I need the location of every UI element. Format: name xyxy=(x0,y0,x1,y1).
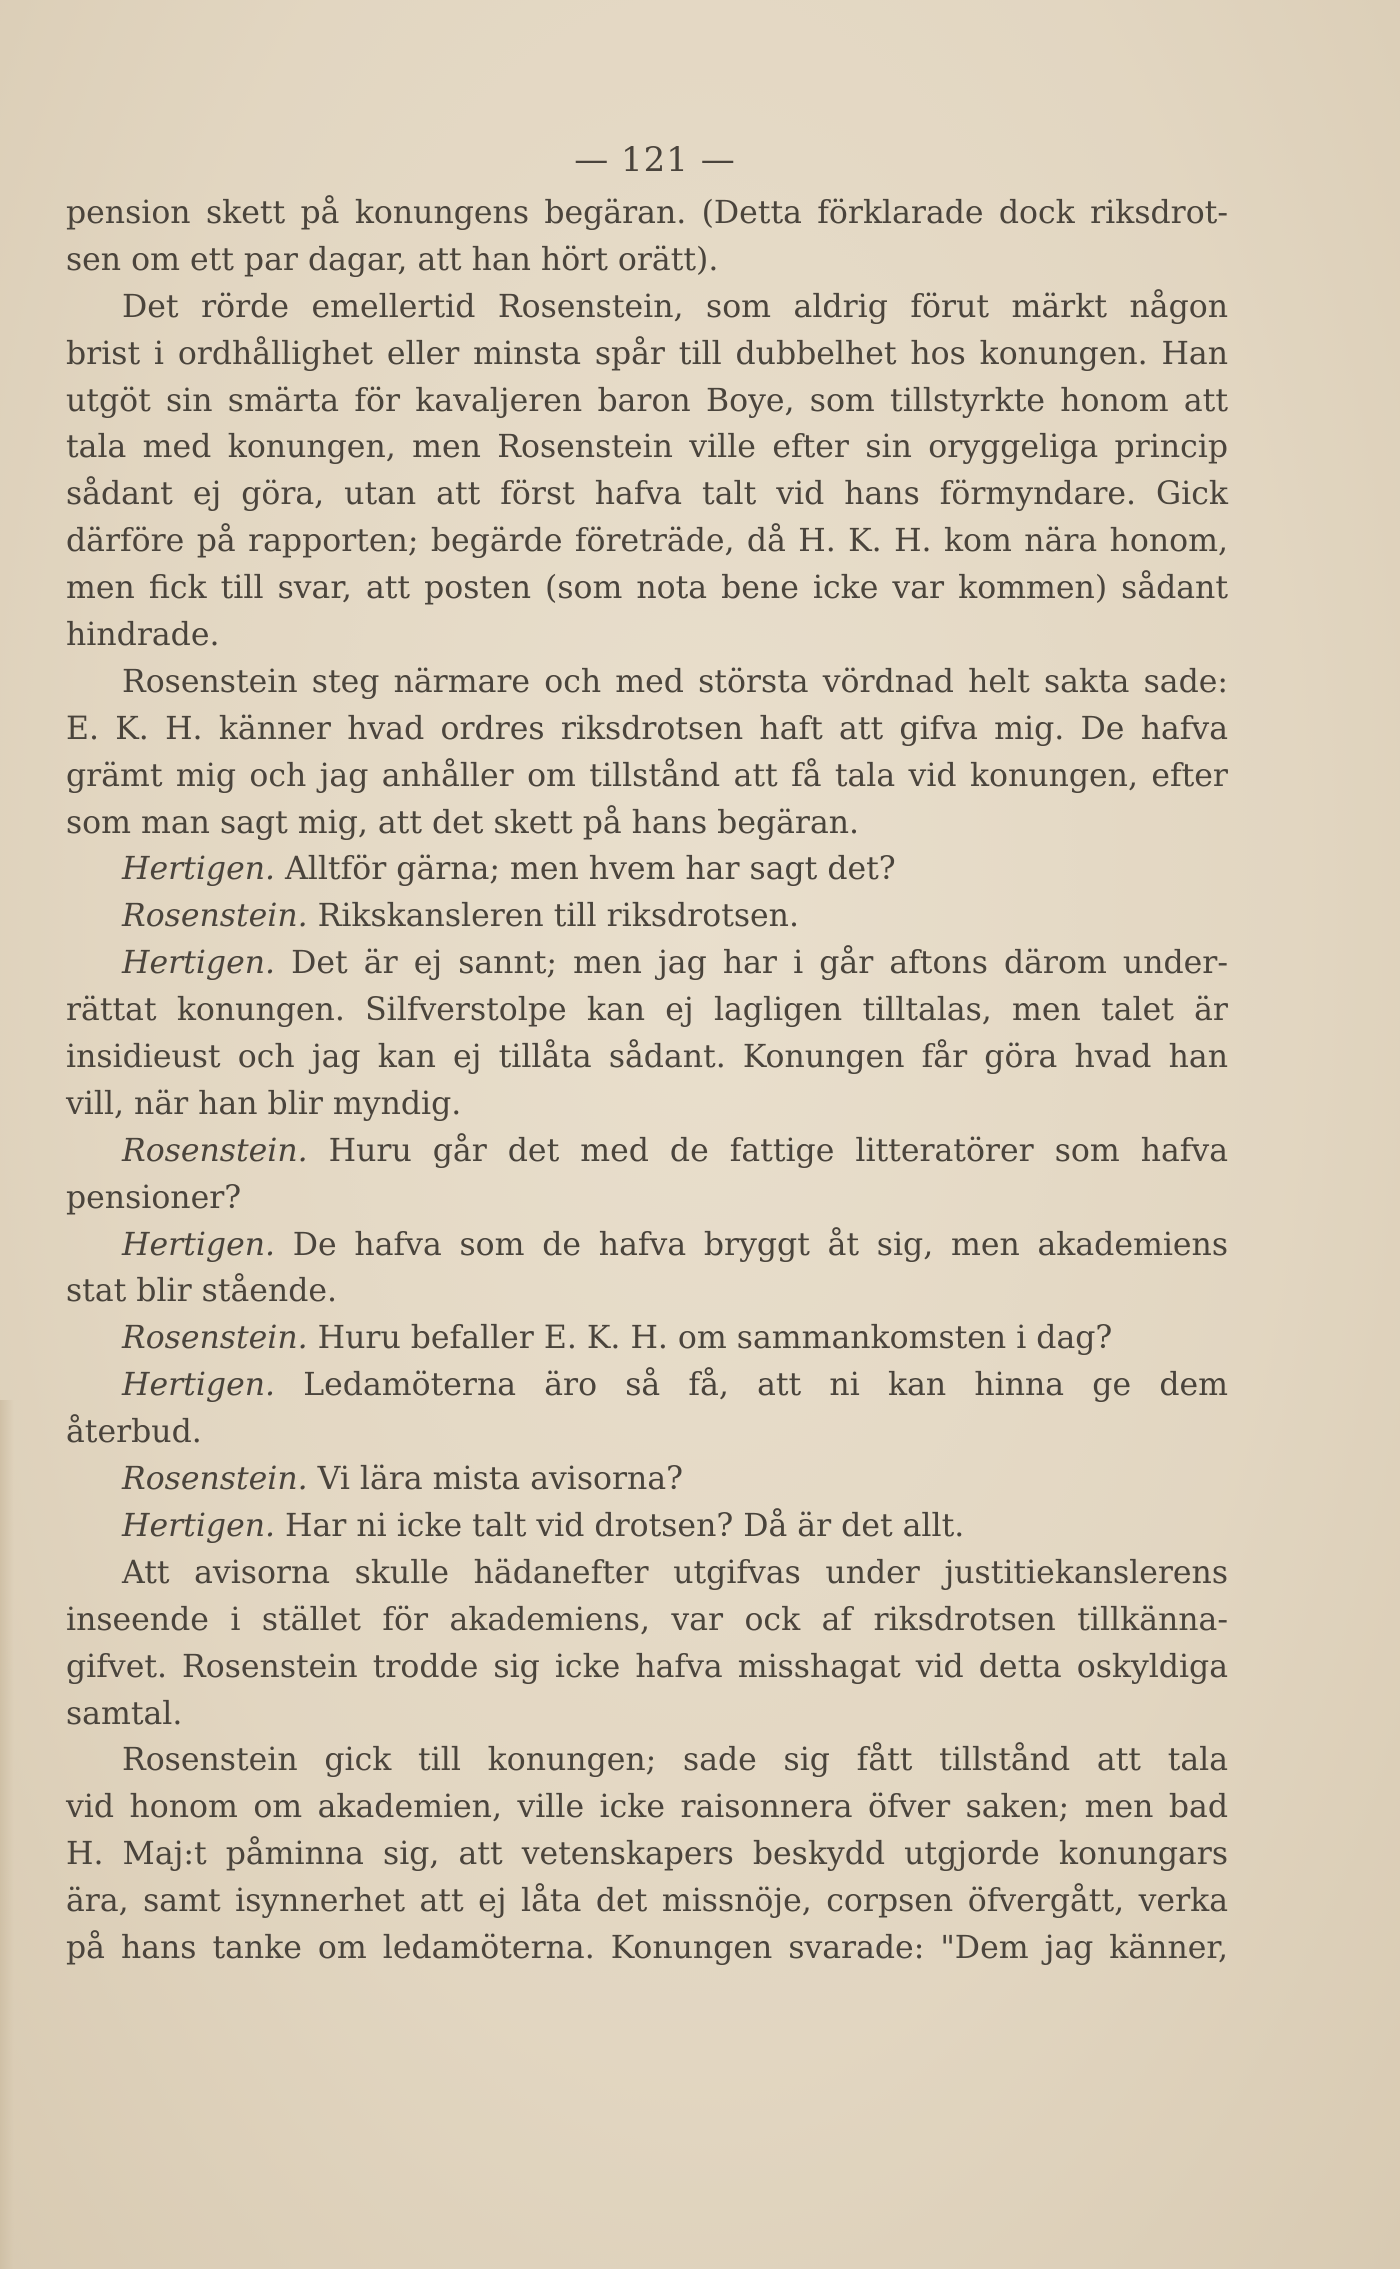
text-line xyxy=(66,378,1228,425)
line-text: samtal. xyxy=(66,1695,183,1732)
text-line xyxy=(66,331,1228,378)
line-text: Vi lära mista avisorna? xyxy=(317,1461,683,1498)
line-text: tala med konungen, men Rosenstein ville efter sin oryggeliga princip xyxy=(66,429,1228,466)
line-text: inseende i stället för akademiens, var ock af riksdrotsen tillkänna- xyxy=(66,1601,1228,1638)
text-line xyxy=(66,1081,1228,1128)
text-line xyxy=(66,659,1228,706)
text-line xyxy=(66,612,1228,659)
line-text: pensioner? xyxy=(66,1179,242,1216)
line-text: vid honom om akademien, ville icke raisonnera öfver saken; men bad xyxy=(66,1789,1228,1826)
text-line xyxy=(66,1503,1228,1550)
line-text: stat blir stående. xyxy=(66,1273,338,1310)
text-line xyxy=(66,1737,1228,1784)
line-text: Rosenstein steg närmare och med största vördnad helt sakta sade: xyxy=(122,663,1228,700)
line-text: gifvet. Rosenstein trodde sig icke hafva misshagat vid detta oskyldiga xyxy=(66,1648,1228,1685)
line-text: Huru går det med de fattige litteratörer som hafva xyxy=(328,1132,1229,1169)
speaker-name: Hertigen. xyxy=(122,945,276,982)
text-line xyxy=(66,1456,1228,1503)
text-line xyxy=(66,1831,1228,1878)
line-text: Ledamöterna äro så få, att ni kan hinna ge dem xyxy=(303,1367,1228,1404)
text-line xyxy=(66,800,1228,847)
line-text: pension skett på konungens begäran. (Detta förklarade dock riksdrot- xyxy=(66,195,1228,231)
body-text xyxy=(66,190,1228,1972)
text-line xyxy=(66,1128,1228,1175)
speaker-name: Rosenstein. xyxy=(122,1461,308,1498)
text-line xyxy=(66,1550,1228,1597)
line-text: vill, när han blir myndig. xyxy=(66,1085,462,1122)
line-text: Huru befaller E. K. H. om sammankomsten i dag? xyxy=(317,1320,1113,1357)
line-text: sådant ej göra, utan att först hafva talt vid hans förmyndare. Gick xyxy=(66,476,1228,513)
line-text: E. K. H. känner hvad ordres riksdrotsen haft att gifva mig. De hafva xyxy=(66,710,1228,747)
line-text: grämt mig och jag anhåller om tillstånd att få tala vid konungen, efter xyxy=(66,757,1228,794)
text-line xyxy=(66,1222,1228,1269)
line-text: Rikskansleren till riksdrotsen. xyxy=(317,898,799,935)
text-line xyxy=(66,940,1228,987)
text-line xyxy=(66,424,1228,471)
line-text: H. Maj:t påminna sig, att vetenskapers beskydd utgjorde konungars xyxy=(66,1836,1228,1873)
text-line xyxy=(66,846,1228,893)
line-text: Rosenstein gick till konungen; sade sig fått tillstånd att tala xyxy=(122,1742,1228,1779)
line-text: utgöt sin smärta för kavaljeren baron Boye, som tillstyrkte honom att xyxy=(66,382,1228,419)
text-line xyxy=(66,1268,1228,1315)
line-text: hindrade. xyxy=(66,617,220,654)
line-text: rättat konungen. Silfverstolpe kan ej lagligen tilltalas, men talet är xyxy=(66,992,1228,1029)
text-line xyxy=(66,987,1228,1034)
text-line xyxy=(66,753,1228,800)
line-text: Att avisorna skulle hädanefter utgifvas under justitiekanslerens xyxy=(122,1554,1228,1591)
speaker-name: Hertigen. xyxy=(122,1507,276,1544)
line-text: men fick till svar, att posten (som nota bene icke var kommen) sådant xyxy=(66,570,1228,607)
line-text: Alltför gärna; men hvem har sagt det? xyxy=(285,851,896,888)
text-line xyxy=(66,1315,1228,1362)
text-line xyxy=(66,706,1228,753)
line-text: brist i ordhållighet eller minsta spår till dubbelhet hos konungen. Han xyxy=(66,335,1228,372)
text-line xyxy=(66,237,1228,284)
line-text: insidieust och jag kan ej tillåta sådant. Konungen får göra hvad han xyxy=(66,1039,1228,1076)
text-line xyxy=(66,1784,1228,1831)
text-line xyxy=(66,1034,1228,1081)
line-text: Har ni icke talt vid drotsen? Då är det allt. xyxy=(285,1507,965,1544)
line-text: Det rörde emellertid Rosenstein, som aldrig förut märkt någon xyxy=(122,288,1228,325)
line-text: Det är ej sannt; men jag har i går aftons därom under- xyxy=(291,945,1228,982)
text-line xyxy=(66,565,1228,612)
text-line xyxy=(66,893,1228,940)
text-line xyxy=(66,1878,1228,1925)
line-text: på hans tanke om ledamöterna. Konungen svarade: "Dem jag känner, xyxy=(66,1929,1228,1966)
line-text: som man sagt mig, att det skett på hans begäran. xyxy=(66,804,860,841)
line-text: De hafva som de hafva bryggt åt sig, men akademiens xyxy=(292,1226,1229,1263)
speaker-name: Hertigen. xyxy=(122,1226,276,1263)
text-line xyxy=(66,284,1228,331)
speaker-name: Hertigen. xyxy=(122,851,276,888)
line-text: ära, samt isynnerhet att ej låta det missnöje, corpsen öfvergått, verka xyxy=(66,1883,1228,1920)
speaker-name: Hertigen. xyxy=(122,1367,276,1404)
text-line xyxy=(66,1409,1228,1456)
text-line xyxy=(66,518,1228,565)
speaker-name: Rosenstein. xyxy=(122,1132,308,1169)
text-line xyxy=(66,471,1228,518)
text-line xyxy=(66,1362,1228,1409)
line-text: sen om ett par dagar, att han hört orätt). xyxy=(66,241,719,278)
text-line xyxy=(66,1691,1228,1738)
speaker-name: Rosenstein. xyxy=(122,1320,308,1357)
text-line xyxy=(66,190,1228,237)
page-number: — 121 — xyxy=(574,140,736,180)
line-text: återbud. xyxy=(66,1414,202,1451)
text-line xyxy=(66,1175,1228,1222)
line-text: därföre på rapporten; begärde företräde, då H. K. H. kom nära honom, xyxy=(66,523,1228,560)
text-line xyxy=(66,1644,1228,1691)
text-line xyxy=(66,1925,1228,1972)
text-line xyxy=(66,1597,1228,1644)
page-edge-shadow xyxy=(0,1400,14,2269)
speaker-name: Rosenstein. xyxy=(122,898,308,935)
